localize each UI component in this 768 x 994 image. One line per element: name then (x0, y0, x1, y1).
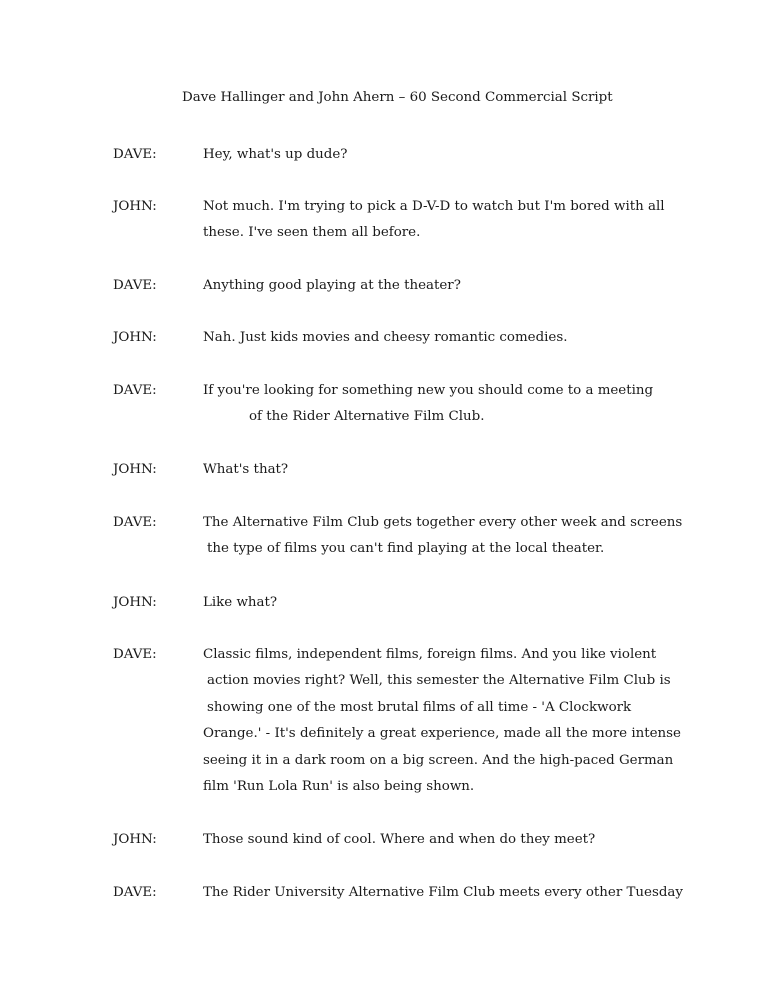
speaker-label: JOHN: (113, 330, 157, 345)
dialogue-line: What's that? (203, 462, 289, 477)
speaker-label: JOHN: (113, 199, 157, 214)
speaker-label: DAVE: (113, 885, 157, 900)
dialogue-line: Anything good playing at the theater? (203, 278, 461, 293)
speaker-label: DAVE: (113, 383, 157, 398)
speaker-label: JOHN: (113, 462, 157, 477)
dialogue-line: Orange.' - It's definitely a great experience, made all the more intense (203, 726, 681, 741)
speaker-label: JOHN: (113, 832, 157, 847)
dialogue-line: these. I've seen them all before. (203, 225, 421, 240)
dialogue-line: Like what? (203, 595, 278, 610)
dialogue-line: Those sound kind of cool. Where and when do they meet? (203, 832, 596, 847)
dialogue-line: action movies right? Well, this semester the Alternative Film Club is (207, 673, 671, 688)
dialogue-line: Classic films, independent films, foreign films. And you like violent (203, 647, 657, 662)
dialogue-line: of the Rider Alternative Film Club. (249, 409, 485, 424)
dialogue-line: Hey, what's up dude? (203, 147, 348, 162)
dialogue-line: film 'Run Lola Run' is also being shown. (203, 779, 475, 794)
dialogue-line: If you're looking for something new you should come to a meeting (203, 383, 654, 398)
dialogue-line: showing one of the most brutal films of all time - 'A Clockwork (207, 700, 632, 715)
dialogue-line: The Alternative Film Club gets together every other week and screens (203, 515, 683, 530)
dialogue-line: seeing it in a dark room on a big screen. And the high-paced German (203, 753, 674, 768)
dialogue-line: The Rider University Alternative Film Club meets every other Tuesday (203, 885, 683, 900)
dialogue-line: Not much. I'm trying to pick a D-V-D to watch but I'm bored with all (203, 199, 665, 214)
dialogue-line: the type of films you can't find playing at the local theater. (207, 541, 605, 556)
document-title: Dave Hallinger and John Ahern – 60 Second Commercial Script (182, 90, 613, 105)
speaker-label: JOHN: (113, 595, 157, 610)
speaker-label: DAVE: (113, 147, 157, 162)
speaker-label: DAVE: (113, 515, 157, 530)
dialogue-line: Nah. Just kids movies and cheesy romantic comedies. (203, 330, 568, 345)
speaker-label: DAVE: (113, 278, 157, 293)
speaker-label: DAVE: (113, 647, 157, 662)
